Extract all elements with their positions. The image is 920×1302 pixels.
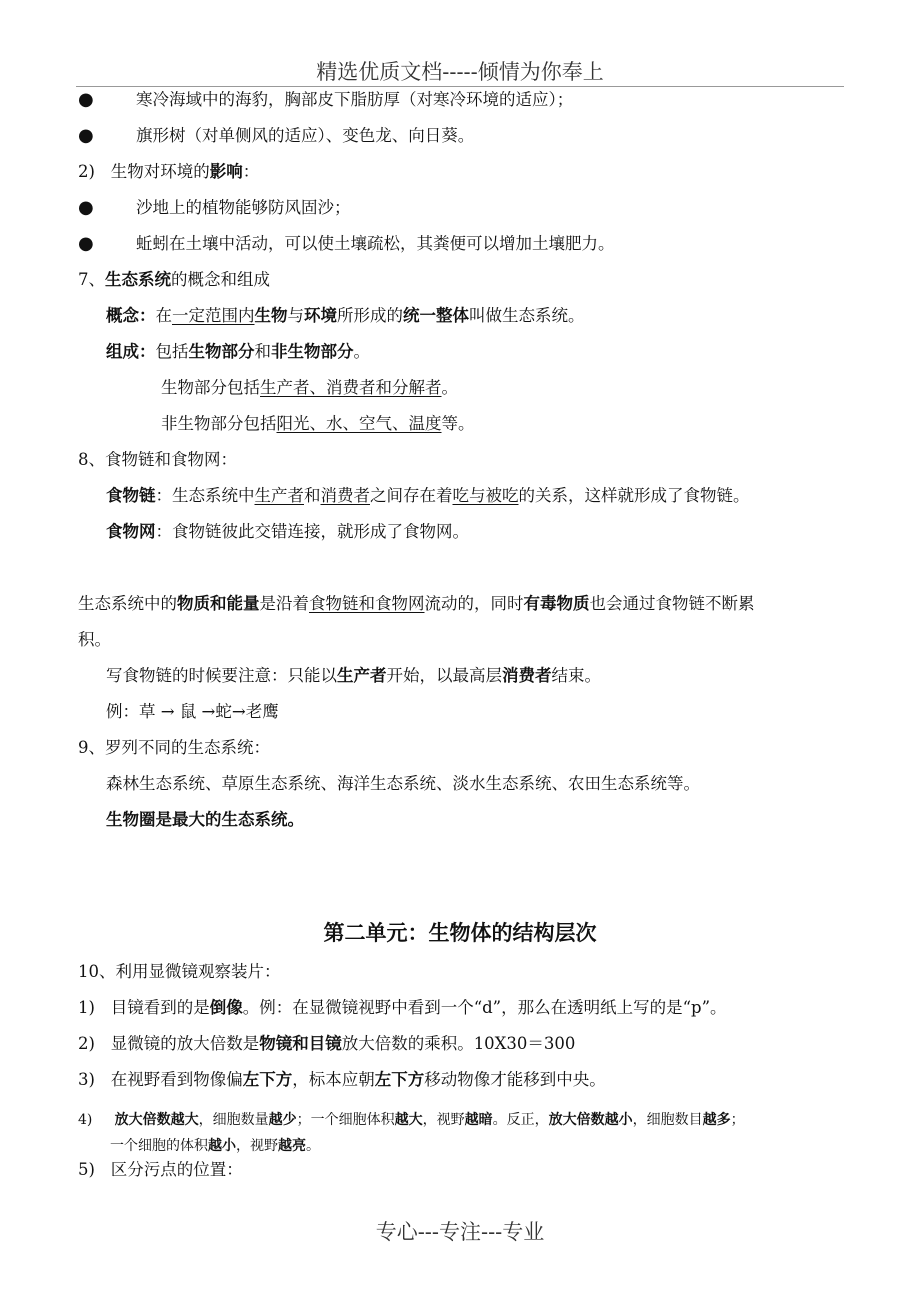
list-number: 5) bbox=[78, 1160, 95, 1179]
bold-text: 食物链 bbox=[106, 486, 156, 505]
concept-line bbox=[106, 304, 585, 328]
text: 在 bbox=[155, 306, 172, 325]
text: 叫做生态系统。 bbox=[469, 306, 585, 325]
text: 与 bbox=[287, 306, 304, 325]
text: 开始，以最高层 bbox=[386, 666, 502, 685]
bullet-icon: ● bbox=[78, 197, 94, 218]
bold-text: 越少 bbox=[268, 1112, 297, 1128]
text: ；一个细胞体积 bbox=[296, 1112, 395, 1128]
list-number: 2) bbox=[78, 162, 95, 181]
flow-paragraph-line-1 bbox=[78, 592, 755, 616]
text: 。 bbox=[306, 1138, 320, 1154]
page-header: 精选优质文档-----倾情为你奉上 bbox=[316, 60, 604, 84]
text: 结束。 bbox=[551, 666, 601, 685]
bullet-icon: ● bbox=[78, 89, 94, 110]
text: 是沿着 bbox=[259, 594, 309, 613]
bold-text: 影响 bbox=[209, 162, 243, 181]
bold-text: 放大倍数越大 bbox=[114, 1112, 199, 1128]
list-number: 3) bbox=[78, 1070, 95, 1089]
microscope-item-2 bbox=[78, 1032, 575, 1056]
underlined-text: 食物链和食物网 bbox=[309, 594, 425, 613]
bold-text: 越多 bbox=[702, 1112, 731, 1128]
nonbio-part-line bbox=[161, 412, 475, 436]
text: 和 bbox=[254, 342, 271, 361]
bold-text: 消费者 bbox=[502, 666, 552, 685]
bullet-icon: ● bbox=[78, 233, 94, 254]
text: 一个细胞的体积 bbox=[110, 1138, 208, 1154]
text: 之间存在着 bbox=[370, 486, 453, 505]
bold-text: 越大 bbox=[394, 1112, 423, 1128]
text: ：生态系统中 bbox=[155, 486, 255, 505]
underlined-text: 一定范围内 bbox=[172, 306, 255, 325]
bold-text: 食物网 bbox=[106, 522, 156, 541]
bold-text: 有毒物质 bbox=[523, 594, 590, 613]
microscope-item-1 bbox=[78, 996, 727, 1020]
text: 在视野看到物像偏 bbox=[110, 1070, 243, 1089]
bold-text: 越亮 bbox=[278, 1138, 306, 1154]
bullet-icon: ● bbox=[78, 125, 94, 146]
section-8-heading: 8、食物链和食物网： bbox=[78, 450, 237, 469]
food-chain-line bbox=[106, 484, 750, 508]
bold-text: 生物部分 bbox=[188, 342, 255, 361]
text: 生物部分包括 bbox=[161, 378, 260, 397]
text: 移动物像才能移到中央。 bbox=[424, 1070, 606, 1089]
unit-title: 第二单元：生物体的结构层次 bbox=[323, 921, 597, 945]
bold-text: 越暗 bbox=[464, 1112, 493, 1128]
section-9-heading: 9、罗列不同的生态系统： bbox=[78, 738, 270, 757]
ecosystem-list: 森林生态系统、草原生态系统、海洋生态系统、淡水生态系统、农田生态系统等。 bbox=[106, 774, 700, 793]
underlined-text: 生产者、消费者和分解者 bbox=[260, 378, 442, 397]
text: 也会通过食物链不断累 bbox=[589, 594, 755, 613]
microscope-item-4-line-2 bbox=[110, 1134, 320, 1158]
bold-text: 放大倍数越小 bbox=[548, 1112, 633, 1128]
bold-text: 生态系统 bbox=[105, 270, 171, 289]
food-web-line bbox=[106, 520, 469, 544]
text: ； bbox=[730, 1112, 745, 1128]
bold-text: 生物 bbox=[254, 306, 288, 325]
text: ： bbox=[242, 162, 260, 181]
list-number: 1) bbox=[78, 998, 95, 1017]
text: 流动的，同时 bbox=[424, 594, 524, 613]
text: ，视野 bbox=[236, 1138, 278, 1154]
list-number: 2) bbox=[78, 1034, 95, 1053]
underlined-text: 阳光、水、空气、温度 bbox=[276, 414, 442, 433]
flow-paragraph-line-2: 积。 bbox=[78, 630, 111, 649]
composition-label: 组成： bbox=[106, 342, 156, 361]
bold-text: 物镜和目镜 bbox=[259, 1034, 342, 1053]
text: 和 bbox=[304, 486, 321, 505]
text: 目镜看到的是 bbox=[110, 998, 210, 1017]
bold-text: 左下方 bbox=[374, 1070, 425, 1089]
adapt-bullet-2: 旗形树（对单侧风的适应）、变色龙、向日葵。 bbox=[136, 126, 475, 145]
list-number: 4) bbox=[78, 1112, 93, 1128]
example-line: 例：草 → 鼠 →蛇→老鹰 bbox=[106, 702, 279, 721]
text: ：食物链彼此交错连接，就形成了食物网。 bbox=[155, 522, 469, 541]
page-footer: 专心---专注---专业 bbox=[375, 1220, 545, 1244]
bold-text: 左下方 bbox=[242, 1070, 293, 1089]
bio-part-line bbox=[161, 376, 458, 400]
microscope-item-3 bbox=[78, 1068, 606, 1092]
biosphere-statement: 生物圈是最大的生态系统。 bbox=[106, 810, 304, 829]
underlined-text: 生产者 bbox=[254, 486, 304, 505]
bold-text: 越小 bbox=[208, 1138, 236, 1154]
text: 放大倍数的乘积。10X30＝300 bbox=[341, 1034, 576, 1053]
text: ，视野 bbox=[422, 1112, 465, 1128]
influence-bullet-2: 蚯蚓在土壤中活动，可以使土壤疏松，其粪便可以增加土壤肥力。 bbox=[136, 234, 615, 253]
section-7-heading bbox=[78, 268, 270, 292]
influence-heading bbox=[78, 160, 259, 184]
text: 包括 bbox=[155, 342, 189, 361]
bold-text: 环境 bbox=[304, 306, 337, 325]
text: 生态系统中的 bbox=[78, 594, 177, 613]
text: 。 bbox=[353, 342, 370, 361]
bold-text: 物质和能量 bbox=[177, 594, 260, 613]
text: 。 bbox=[441, 378, 458, 397]
text: 生物对环境的 bbox=[110, 162, 210, 181]
text: 所形成的 bbox=[337, 306, 403, 325]
text: 显微镜的放大倍数是 bbox=[110, 1034, 260, 1053]
text: 写食物链的时候要注意：只能以 bbox=[106, 666, 337, 685]
text: ，细胞数量 bbox=[198, 1112, 269, 1128]
bold-text: 统一整体 bbox=[403, 306, 469, 325]
text: 。反正， bbox=[492, 1112, 549, 1128]
adapt-bullet-1: 寒冷海域中的海豹，胸部皮下脂肪厚（对寒冷环境的适应）； bbox=[136, 90, 574, 109]
text: 的关系，这样就形成了食物链。 bbox=[518, 486, 750, 505]
text: 区分污点的位置： bbox=[110, 1160, 243, 1179]
concept-label: 概念： bbox=[106, 306, 156, 325]
note-line bbox=[106, 664, 601, 688]
section-10-heading: 10、利用显微镜观察装片： bbox=[78, 962, 281, 981]
microscope-item-5 bbox=[78, 1158, 243, 1182]
section-number: 7、 bbox=[78, 270, 105, 289]
text: 的概念和组成 bbox=[171, 270, 270, 289]
bold-text: 非生物部分 bbox=[271, 342, 354, 361]
influence-bullet-1: 沙地上的植物能够防风固沙； bbox=[136, 198, 351, 217]
bold-text: 生产者 bbox=[337, 666, 387, 685]
text: ，标本应朝 bbox=[292, 1070, 375, 1089]
text: 非生物部分包括 bbox=[161, 414, 277, 433]
bold-text: 倒像 bbox=[209, 998, 243, 1017]
text: 。例：在显微镜视野中看到一个“d”，那么在透明纸上写的是“p”。 bbox=[242, 998, 727, 1017]
text: 等。 bbox=[441, 414, 475, 433]
microscope-item-4-line-1 bbox=[78, 1108, 745, 1132]
underlined-text: 吃与被吃 bbox=[452, 486, 519, 505]
composition-line bbox=[106, 340, 370, 364]
header-divider bbox=[76, 86, 844, 87]
text: ，细胞数目 bbox=[632, 1112, 703, 1128]
underlined-text: 消费者 bbox=[320, 486, 370, 505]
